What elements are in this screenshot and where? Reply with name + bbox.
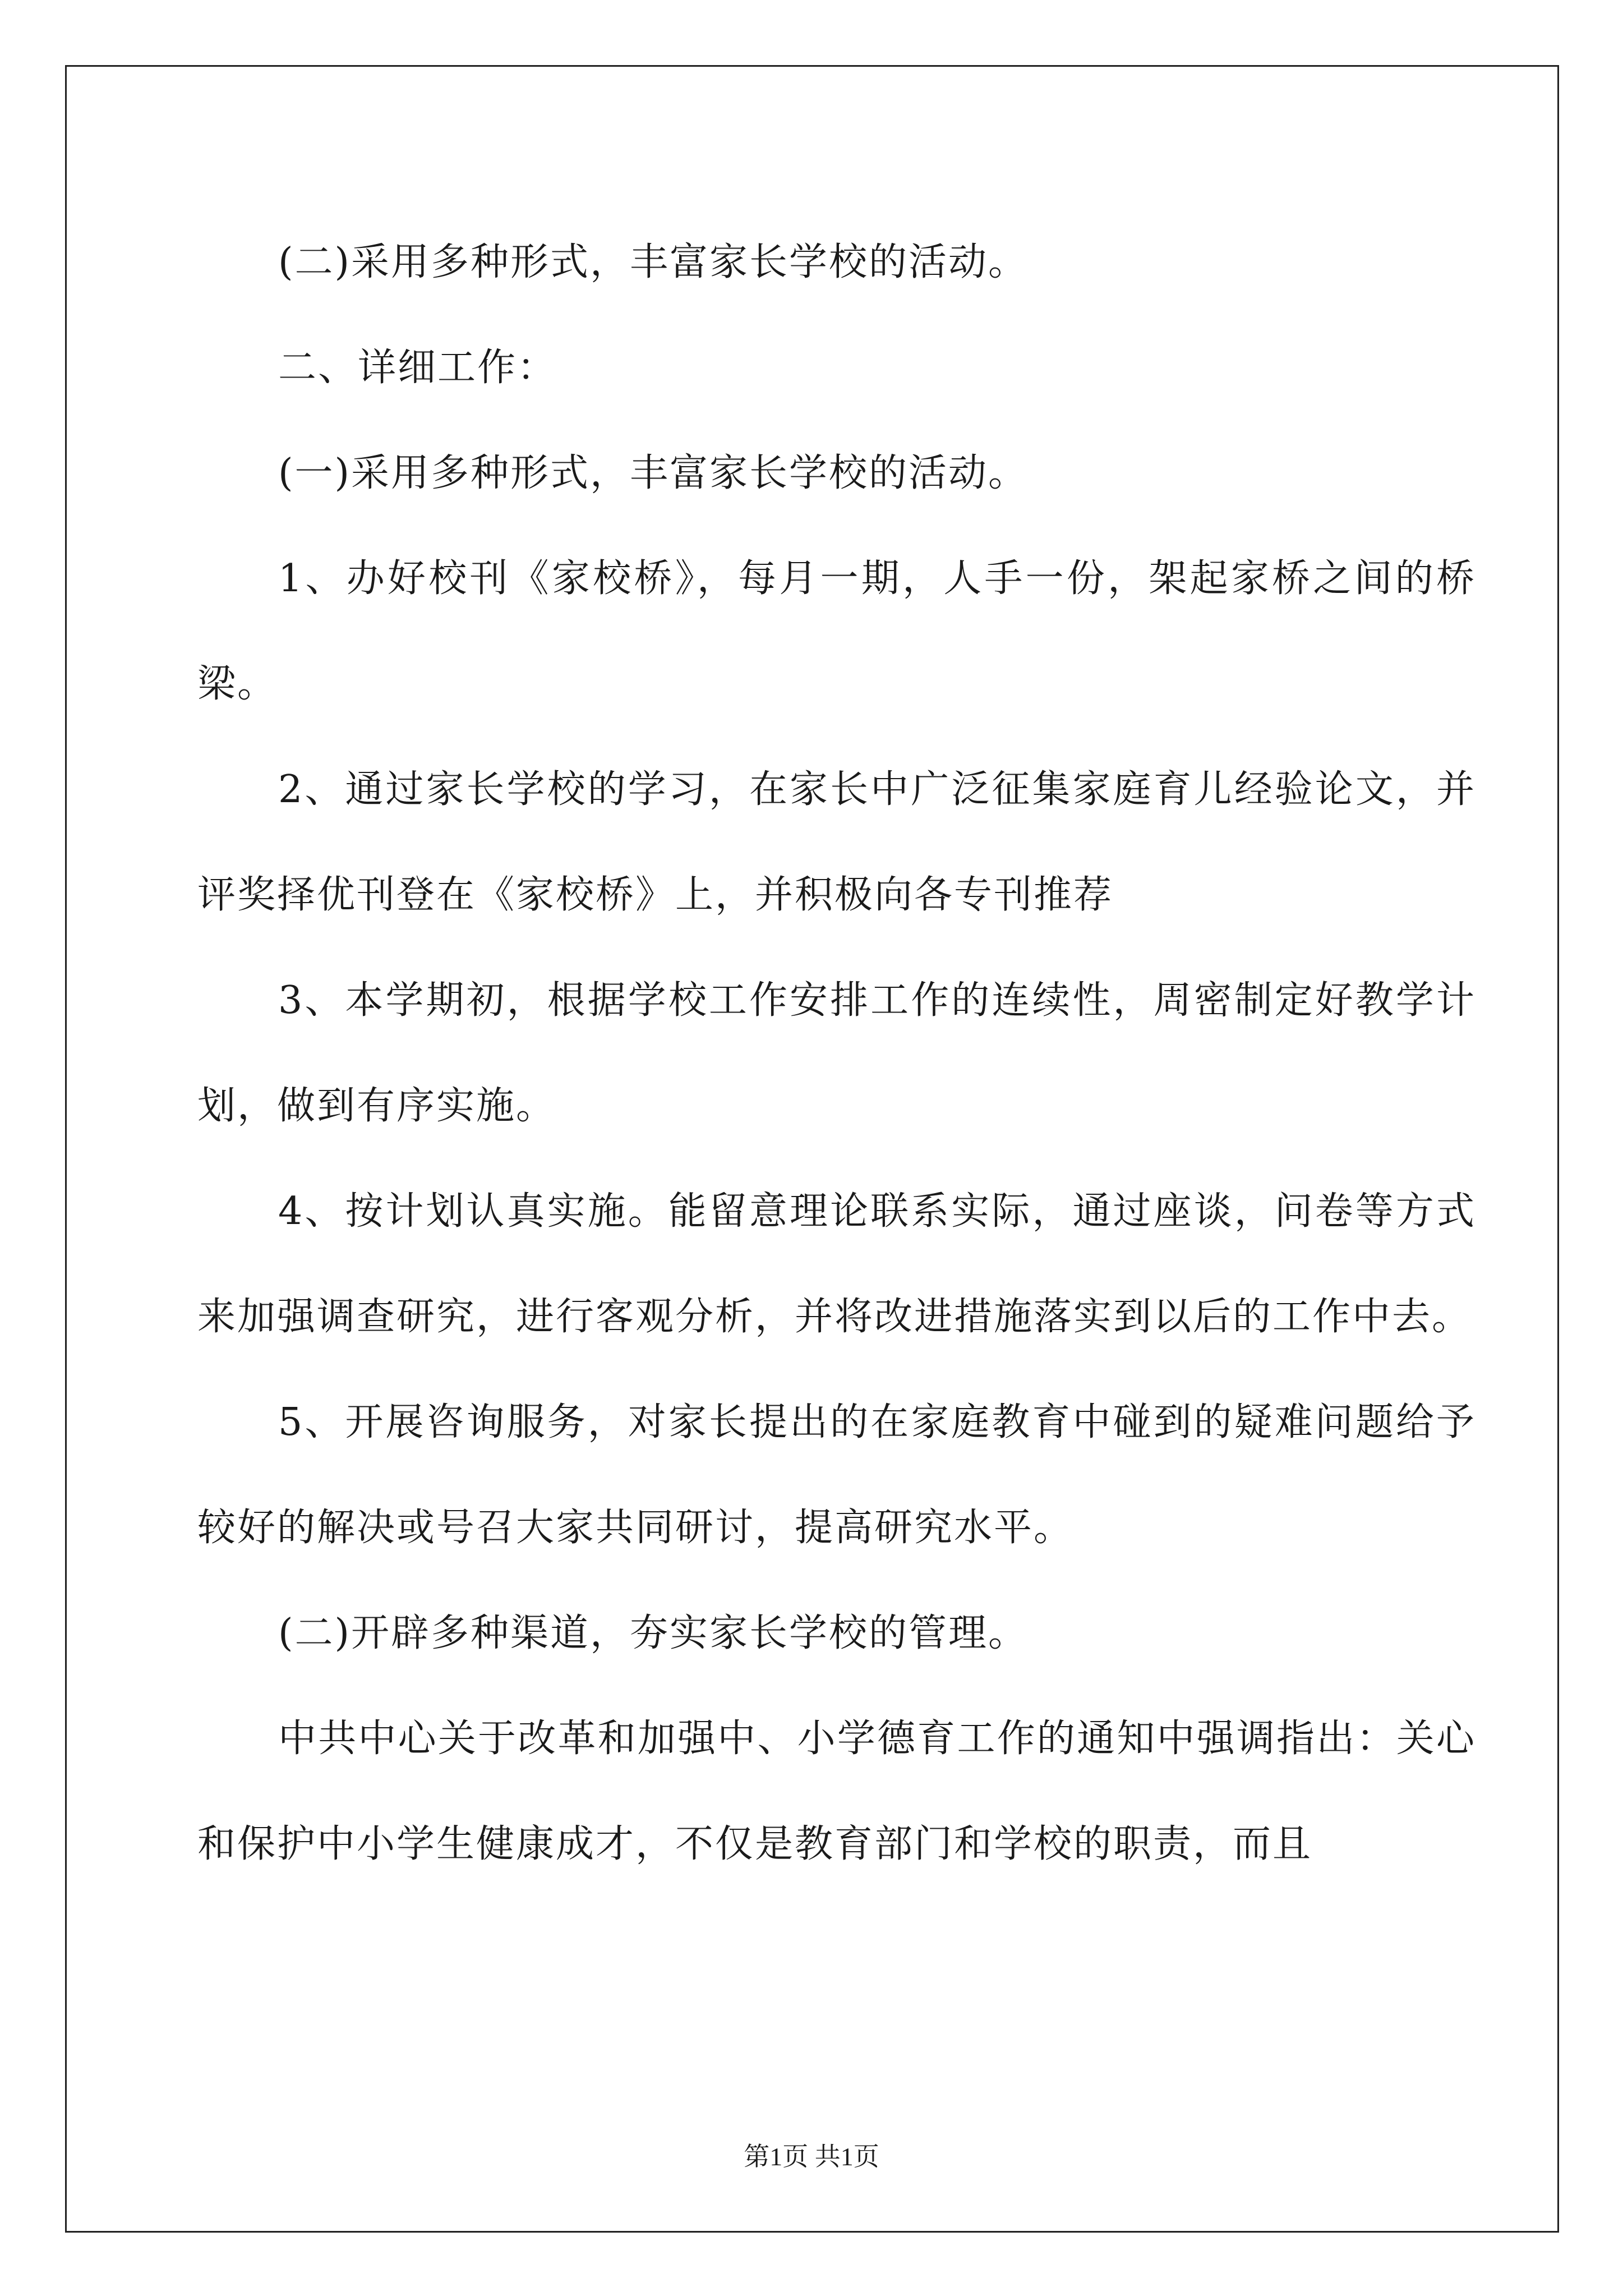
- list-item: 5、开展咨询服务，对家长提出的在家庭教育中碰到的疑难问题给予较好的解决或号召大家共同研讨，提高研究水平。: [197, 1400, 1476, 1550]
- paragraph: 中共中心关于改革和加强中、小学德育工作的通知中强调指出：关心和保护中小学生健康成才，不仅是教育部门和学校的职责，而且: [197, 1717, 1476, 1866]
- page-footer: 第1页 共1页: [744, 2142, 879, 2171]
- paragraph: (二)采用多种形式，丰富家长学校的活动。: [278, 240, 1029, 284]
- subsection-heading: (二)开辟多种渠道，夯实家长学校的管理。: [278, 1611, 1029, 1655]
- list-item: 3、本学期初，根据学校工作安排工作的连续性，周密制定好教学计划，做到有序实施。: [197, 978, 1476, 1128]
- subsection-heading: (一)采用多种形式，丰富家长学校的活动。: [278, 451, 1029, 495]
- list-item: 2、通过家长学校的学习，在家长中广泛征集家庭育儿经验论文，并评奖择优刊登在《家校桥》上，并积极向各专刊推荐: [197, 767, 1476, 917]
- section-heading: 二、详细工作：: [278, 346, 557, 390]
- list-item: 4、按计划认真实施。能留意理论联系实际，通过座谈，问卷等方式来加强调查研究，进行客观分析，并将改进措施落实到以后的工作中去。: [197, 1189, 1476, 1339]
- document-body: [197, 210, 1476, 1897]
- list-item: 1、办好校刊《家校桥》，每月一期，人手一份，架起家桥之间的桥梁。: [197, 556, 1476, 706]
